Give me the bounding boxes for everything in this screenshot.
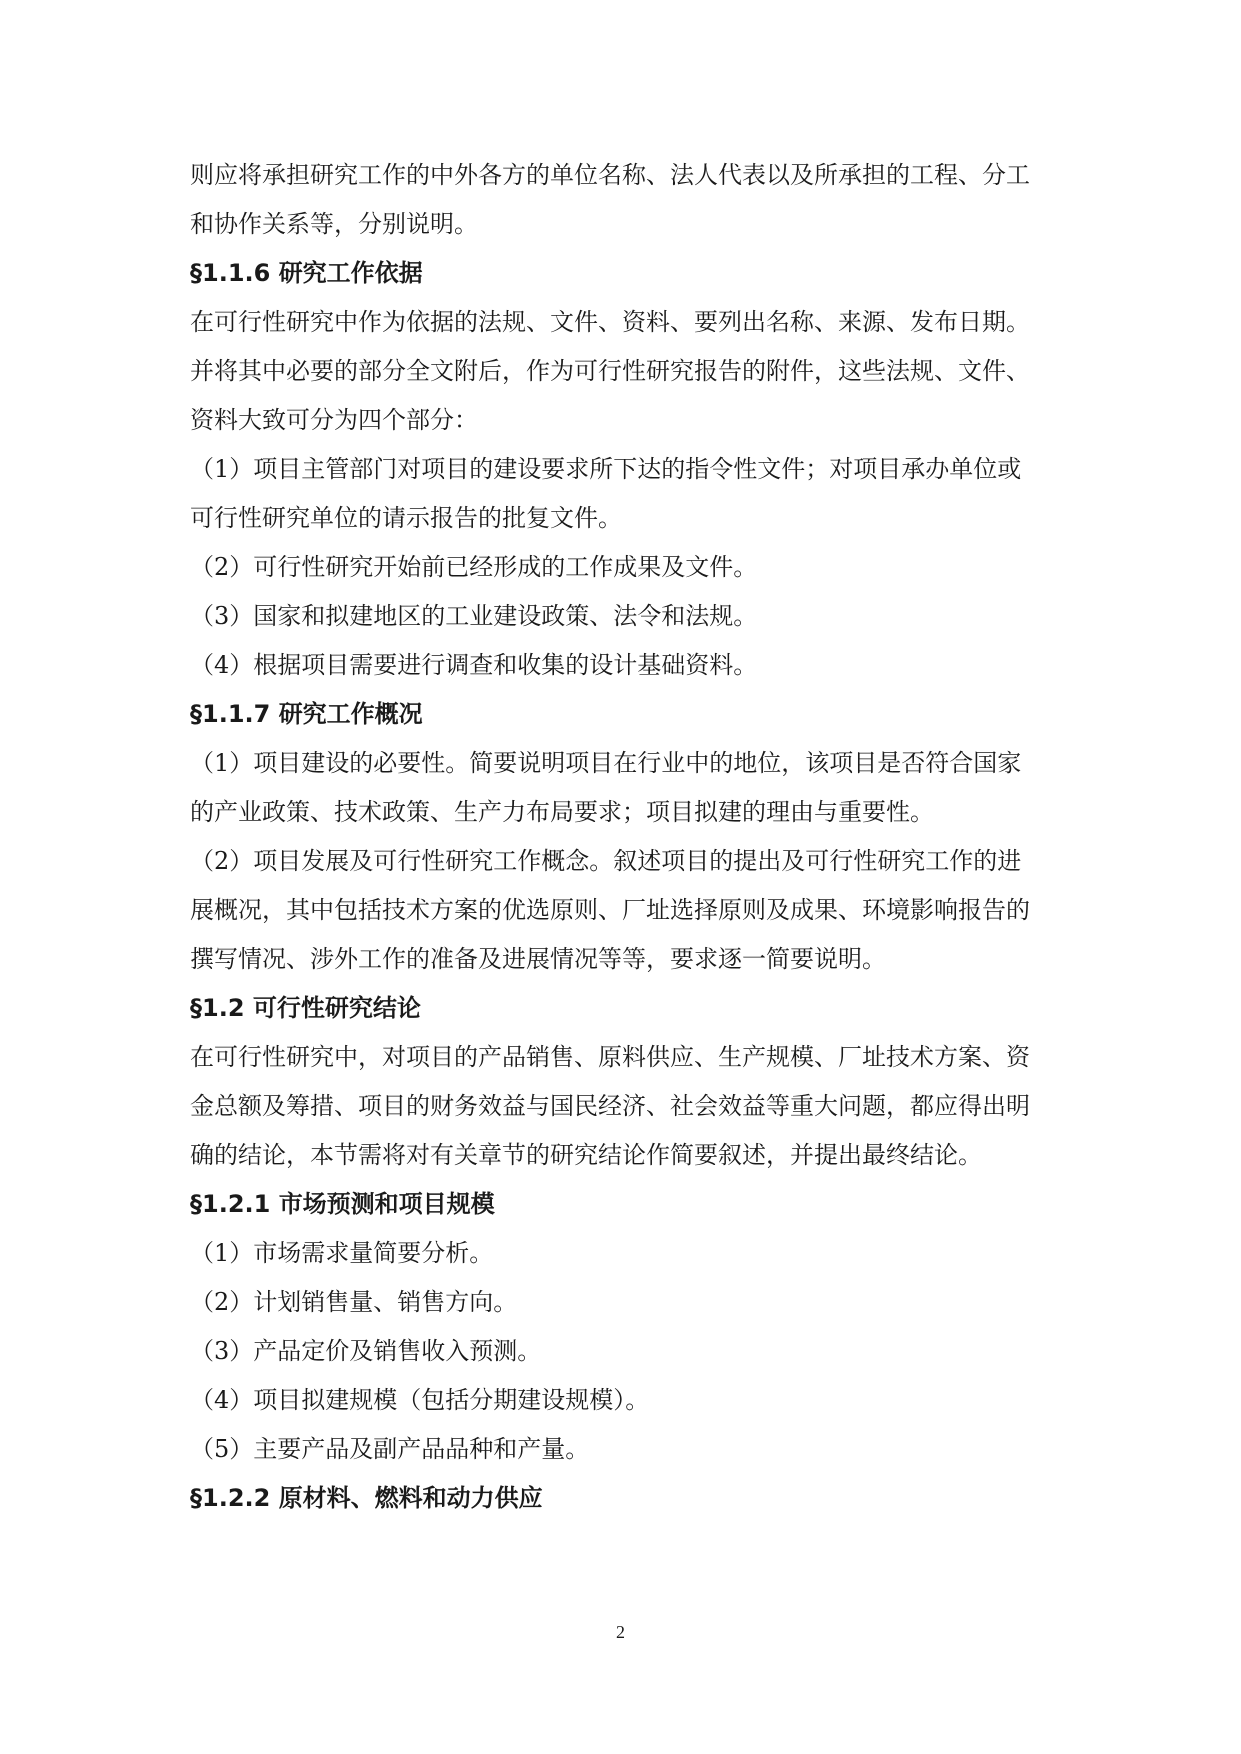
list-item-line: （1）市场需求量简要分析。 <box>190 1239 494 1267</box>
list-item-line: （1）项目主管部门对项目的建设要求所下达的指令性文件；对项目承办单位或 <box>190 455 1022 483</box>
body-text-line: 并将其中必要的部分全文附后，作为可行性研究报告的附件，这些法规、文件、 <box>190 357 1030 385</box>
page-number: 2 <box>616 1622 625 1642</box>
list-item-line: （4）项目拟建规模（包括分期建设规模）。 <box>190 1386 650 1414</box>
section-heading-1-2: §1.2 可行性研究结论 <box>190 994 421 1022</box>
body-text-line: 在可行性研究中，对项目的产品销售、原料供应、生产规模、厂址技术方案、资 <box>190 1043 1030 1071</box>
section-heading-1-2-1: §1.2.1 市场预测和项目规模 <box>190 1190 495 1218</box>
list-item-line: （2）项目发展及可行性研究工作概念。叙述项目的提出及可行性研究工作的进 <box>190 847 1022 875</box>
body-text-line: 在可行性研究中作为依据的法规、文件、资料、要列出名称、来源、发布日期。 <box>190 308 1030 336</box>
list-item-line: （3）产品定价及销售收入预测。 <box>190 1337 542 1365</box>
body-text-line: 撰写情况、涉外工作的准备及进展情况等等，要求逐一简要说明。 <box>190 945 886 973</box>
list-item-line: （1）项目建设的必要性。简要说明项目在行业中的地位，该项目是否符合国家 <box>190 749 1022 777</box>
body-text-line: 的产业政策、技术政策、生产力布局要求；项目拟建的理由与重要性。 <box>190 798 934 826</box>
list-item-line: （5）主要产品及副产品品种和产量。 <box>190 1435 590 1463</box>
section-heading-1-1-6: §1.1.6 研究工作依据 <box>190 259 423 287</box>
list-item-line: （4）根据项目需要进行调查和收集的设计基础资料。 <box>190 651 758 679</box>
body-text-line: 则应将承担研究工作的中外各方的单位名称、法人代表以及所承担的工程、分工 <box>190 161 1030 189</box>
list-item-line: （3）国家和拟建地区的工业建设政策、法令和法规。 <box>190 602 758 630</box>
section-heading-1-1-7: §1.1.7 研究工作概况 <box>190 700 423 728</box>
body-text-line: 资料大致可分为四个部分： <box>190 406 478 434</box>
body-text-line: 可行性研究单位的请示报告的批复文件。 <box>190 504 622 532</box>
list-item-line: （2）计划销售量、销售方向。 <box>190 1288 518 1316</box>
body-text-line: 金总额及筹措、项目的财务效益与国民经济、社会效益等重大问题，都应得出明 <box>190 1092 1030 1120</box>
body-text-line: 确的结论，本节需将对有关章节的研究结论作简要叙述，并提出最终结论。 <box>190 1141 982 1169</box>
body-text-line: 展概况，其中包括技术方案的优选原则、厂址选择原则及成果、环境影响报告的 <box>190 896 1030 924</box>
list-item-line: （2）可行性研究开始前已经形成的工作成果及文件。 <box>190 553 758 581</box>
section-heading-1-2-2: §1.2.2 原材料、燃料和动力供应 <box>190 1484 543 1512</box>
body-text-line: 和协作关系等，分别说明。 <box>190 210 478 238</box>
